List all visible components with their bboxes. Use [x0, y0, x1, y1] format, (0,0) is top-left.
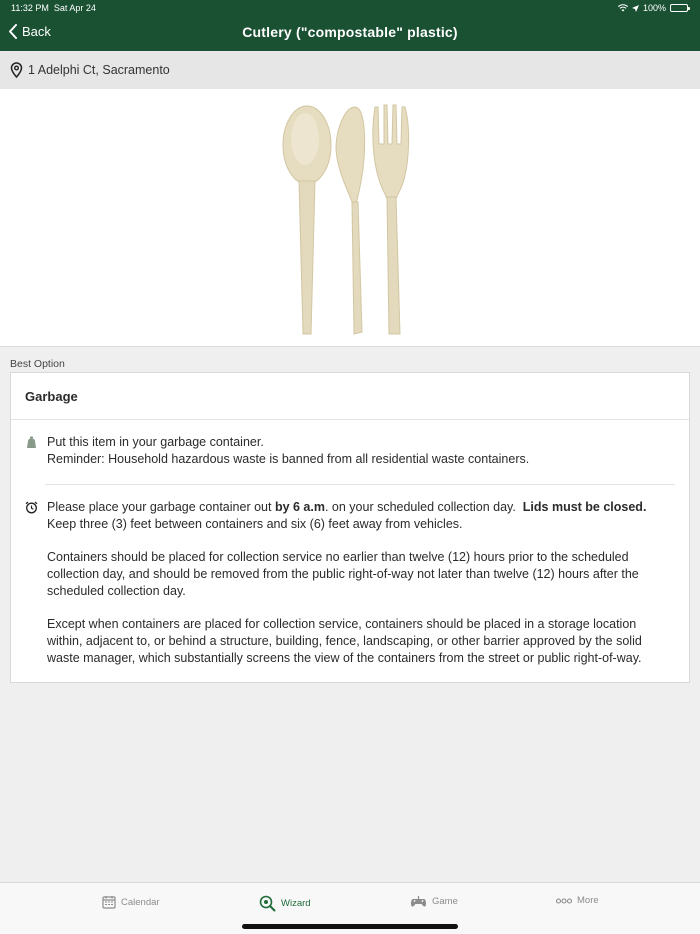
battery-percent: 100% [642, 3, 666, 13]
garbage-bin-icon [25, 434, 39, 468]
tab-game-label: Game [432, 896, 458, 907]
nav-header [0, 0, 700, 51]
status-time [11, 3, 96, 13]
search-icon [259, 895, 276, 912]
divider [45, 484, 675, 485]
schedule-text-1: Please place your garbage container out [47, 500, 275, 514]
home-indicator[interactable] [242, 924, 458, 929]
tab-calendar-label: Calendar [121, 896, 160, 908]
disposal-category-title: Garbage [11, 373, 689, 420]
knife-shape [336, 107, 365, 334]
schedule-text [47, 499, 675, 667]
page-title: Cutlery ("compostable" plastic) [242, 24, 458, 40]
back-label: Back [22, 24, 51, 39]
calendar-icon [102, 895, 116, 909]
disposal-card [10, 372, 690, 683]
status-time-text: 11:32 PM [11, 3, 49, 13]
cutlery-image [0, 89, 700, 347]
tab-more-label: More [577, 895, 599, 906]
tab-wizard[interactable] [259, 895, 311, 912]
timing-paragraph: Containers should be placed for collection service no earlier than twelve (12) hours prior to the scheduled collection day, and should be removed from the public right-of-way not later than twelve (12) hours after the scheduled collection day. [47, 550, 639, 598]
best-option-label: Best Option [10, 358, 65, 370]
status-bar [0, 0, 700, 16]
instruction-text [47, 434, 529, 468]
location-arrow-icon [632, 5, 639, 12]
tab-more[interactable] [556, 895, 599, 906]
tab-calendar[interactable] [102, 895, 160, 909]
instruction-row [25, 434, 675, 468]
gamepad-icon [410, 895, 427, 908]
schedule-paragraph [47, 499, 675, 533]
address-text: 1 Adelphi Ct, Sacramento [28, 63, 170, 77]
status-date-text: Sat Apr 24 [53, 3, 96, 13]
schedule-time-bold: by 6 a.m [274, 500, 325, 514]
schedule-row [25, 499, 675, 667]
wifi-icon [618, 4, 628, 12]
lids-closed-bold: Lids must be closed. [522, 500, 647, 514]
address-bar[interactable] [0, 51, 700, 89]
spoon-shape [283, 106, 331, 334]
schedule-text-2: . on your scheduled collection day. [324, 500, 523, 514]
more-icon [556, 898, 572, 904]
fork-shape [373, 105, 409, 334]
location-pin-icon [10, 62, 23, 78]
tab-wizard-label: Wizard [281, 898, 311, 909]
battery-icon [670, 4, 688, 12]
tab-game[interactable] [410, 895, 458, 908]
instruction-line1: Put this item in your garbage container. [47, 435, 264, 449]
storage-paragraph: Except when containers are placed for collection service, containers should be placed in a storage location within, adjacent to, or behind a structure, building, fence, landscaping, or other barrier approved by the solid waste manager, which substantially screens the view of the containers from the street or public right-of-way. [47, 617, 642, 665]
item-image [0, 89, 700, 347]
status-indicators [618, 3, 688, 13]
instruction-line2: Reminder: Household hazardous waste is banned from all residential waste containers. [47, 452, 530, 466]
alarm-clock-icon [25, 499, 39, 667]
spacing-rule-text: Keep three (3) feet between containers and six (6) feet away from vehicles. [47, 517, 463, 531]
